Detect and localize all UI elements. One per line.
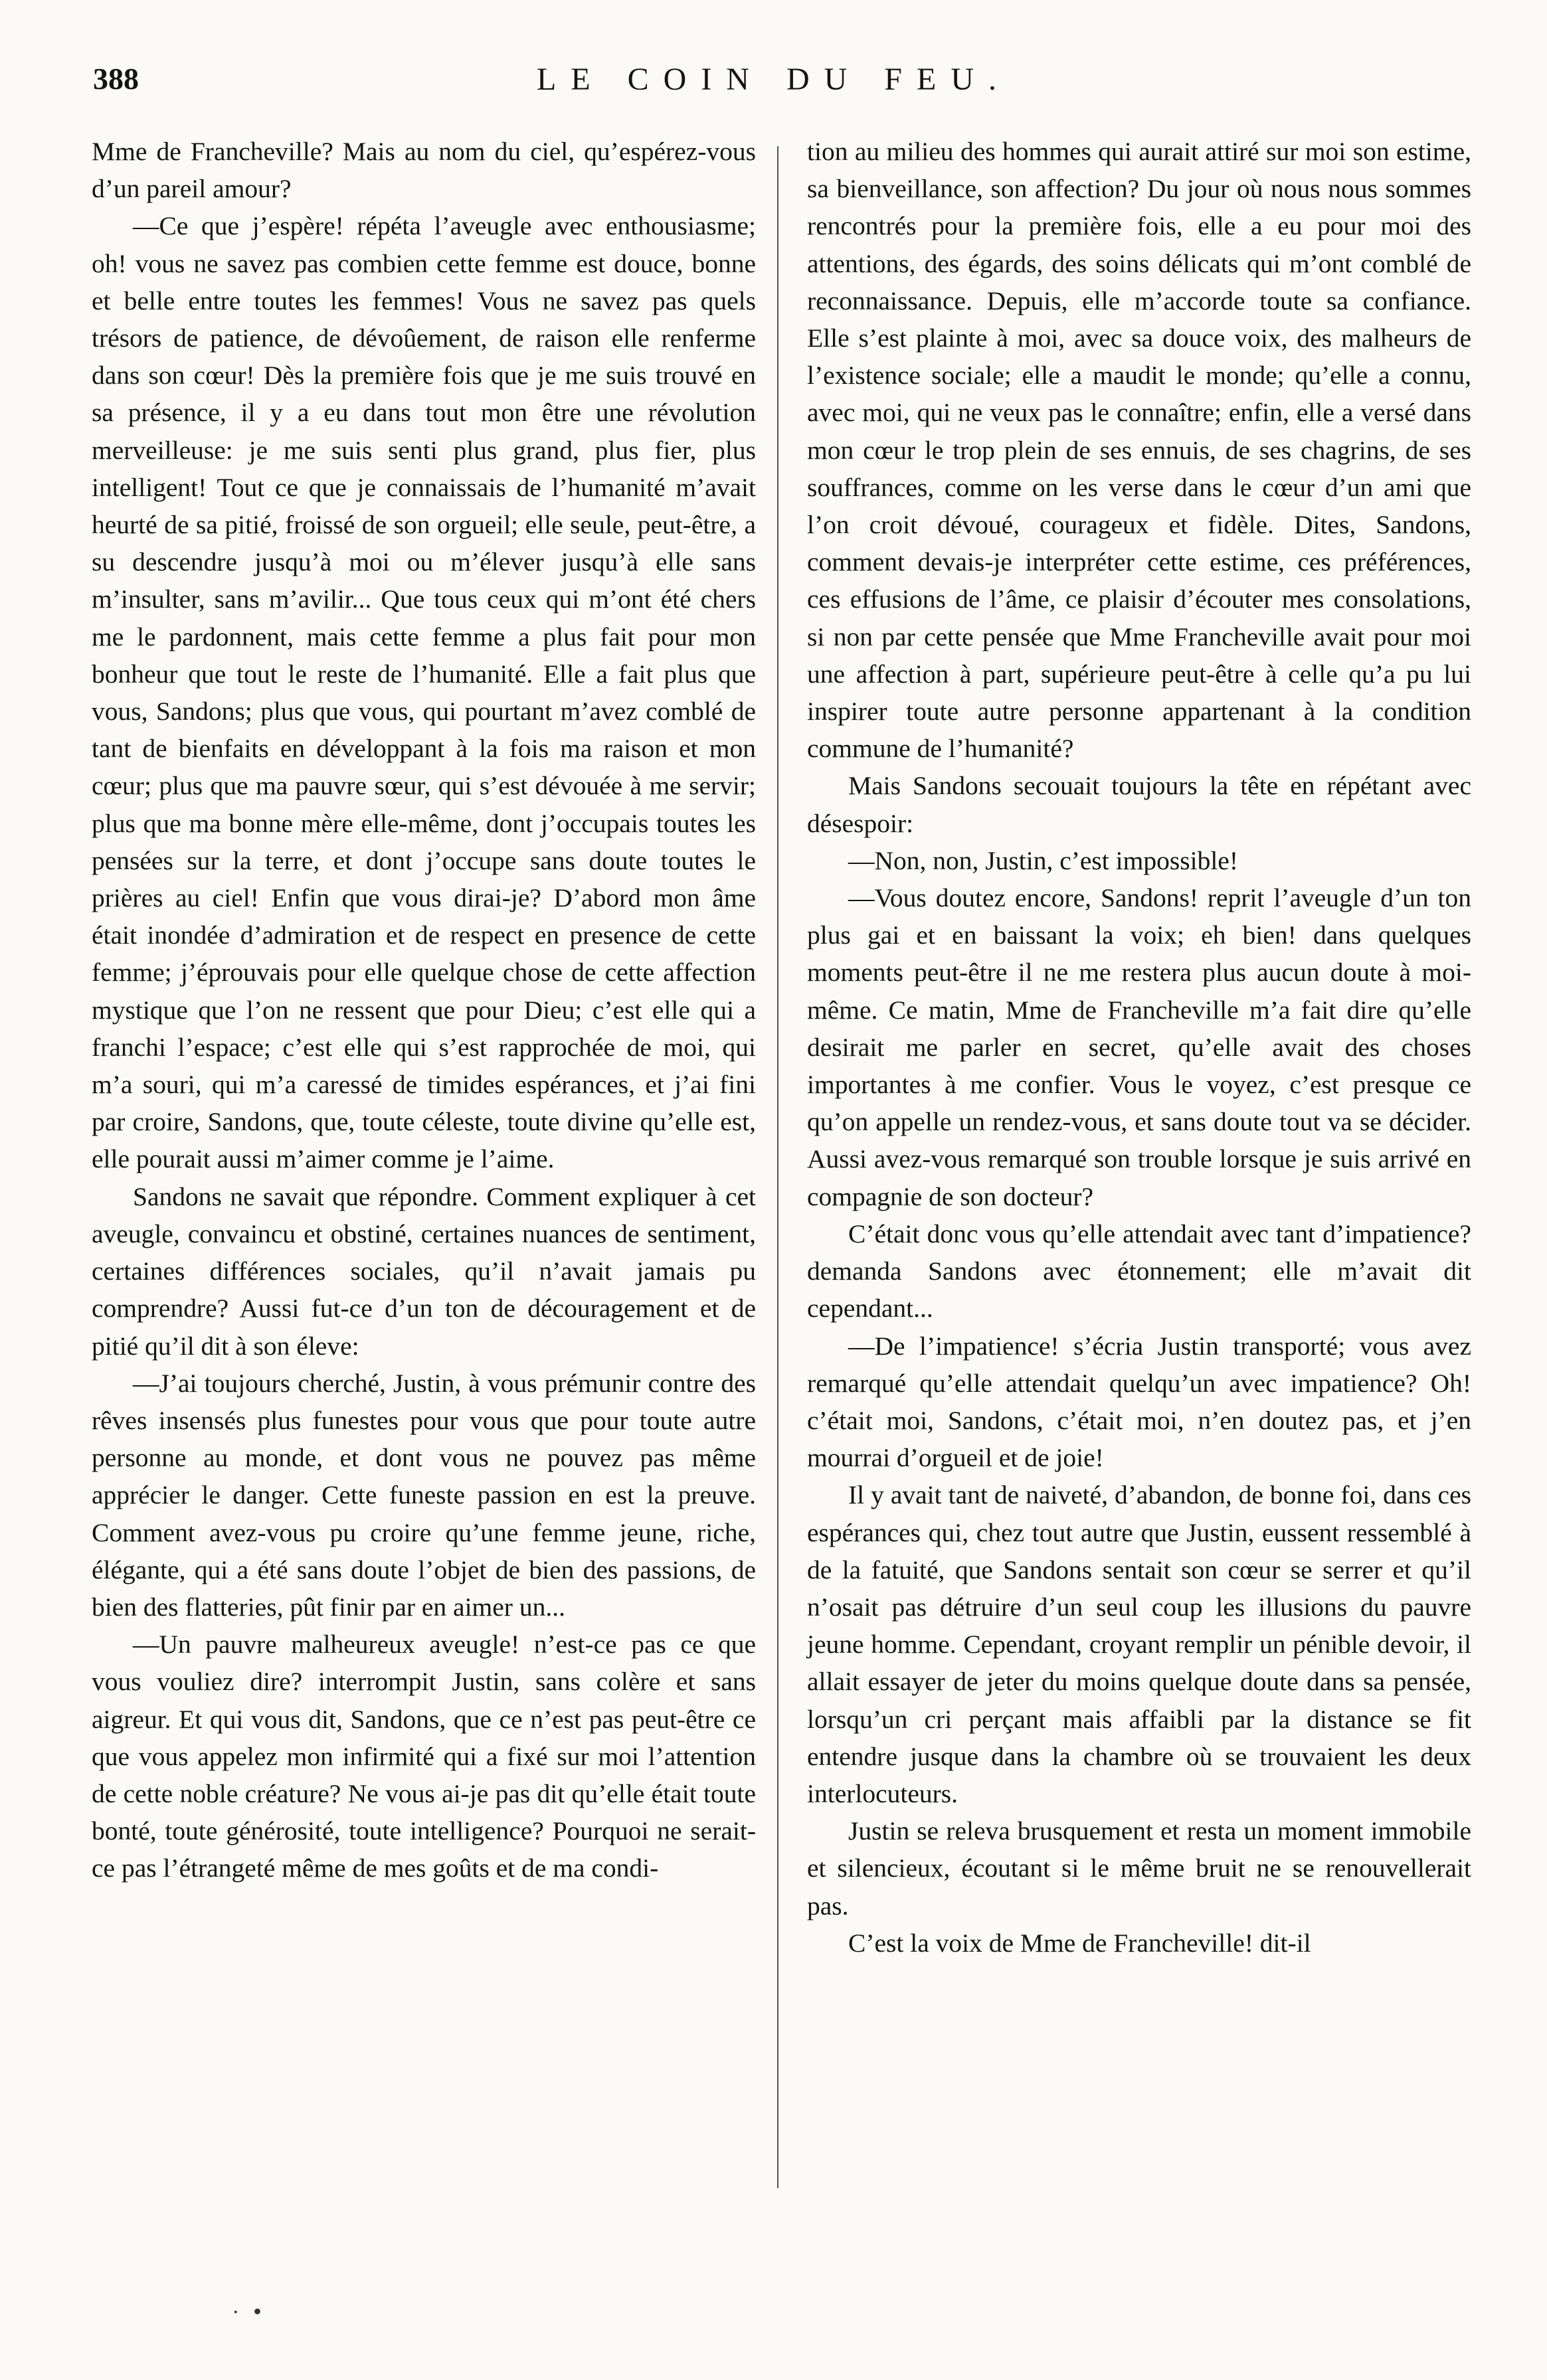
page-number: 388 [93, 62, 139, 96]
paragraph: —Un pauvre malheureux aveugle! n’est-ce pas ce que vous vouliez dire? interrompit Justin, sans colère et sans aigreur. Et qui vous dit, Sandons, que ce n’est pas peut-être ce que vous appelez mon infirmité qui a fixé sur moi l’attention de cette noble créature? Ne vous ai-je pas dit qu’elle était toute bonté, toute générosité, toute intelligence? Pourquoi ne serait-ce pas l’étrangeté même de mes goûts et de ma condi- [92, 1630, 756, 1883]
paragraph: —Ce que j’espère! répéta l’aveugle avec enthousiasme; oh! vous ne savez pas combien cette femme est douce, bonne et belle entre toutes les femmes! Vous ne savez pas quels trésors de patience, de dévoûement, de raison elle renferme dans son cœur! Dès la première fois que je me suis trouvé en sa présence, il y a eu dans tout mon être une révolution merveilleuse: je me suis senti plus grand, plus fier, plus intelligent! Tout ce que je connaissais de l’humanité m’avait heurté de sa pitié, froissé de son orgueil; elle seule, peut-être, a su descendre jusqu’à moi ou m’élever jusqu’à elle sans m’insulter, sans m’avilir... Que tous ceux qui m’ont été chers me le pardonnent, mais cette femme a plus fait pour mon bonheur que tout le reste de l’humanité. Elle a fait plus que vous, Sandons; plus que vous, qui pourtant m’avez comblé de tant de bienfaits en développant à la fois ma raison et mon cœur; plus que ma pauvre sœur, qui s’est dévouée à me servir; plus que ma bonne mère elle-même, dont j’occupais toutes les pensées sur la terre, et dont j’occupe sans doute toutes le prières au ciel! Enfin que vous dirai-je? D’abord mon âme était inondée d’admiration et de respect en presence de cette femme; j’éprouvais pour elle quelque chose de cette affection mystique que l’on ne ressent que pour Dieu; c’est elle qui a franchi l’espace; c’est elle qui s’est rapprochée de moi, qui m’a souri, qui m’a caressé de timides espérances, et j’ai fini par croire, Sandons, que, toute céleste, toute divine qu’elle est, elle pourait aussi m’aimer comme je l’aime. [92, 211, 756, 1174]
paragraph: Mme de Francheville? Mais au nom du ciel, qu’espérez-vous d’un pareil amour? [92, 137, 756, 204]
paragraph: C’était donc vous qu’elle attendait avec tant d’impatience? demanda Sandons avec étonnement; elle m’avait dit cependant... [807, 1219, 1471, 1323]
paragraph: —J’ai toujours cherché, Justin, à vous prémunir contre des rêves insensés plus funestes pour vous que pour toute autre personne au monde, et dont vous ne pouvez pas même apprécier le danger. Cette funeste passion en est la preuve. Comment avez-vous pu croire qu’une femme jeune, riche, élégante, qui a été sans doute l’objet de bien des passions, de bien des flatteries, pût finir par en aimer un... [92, 1368, 756, 1622]
paragraph: C’est la voix de Mme de Francheville! dit-il [848, 1928, 1311, 1958]
paragraph: Il y avait tant de naiveté, d’abandon, de bonne foi, dans ces espérances qui, chez tout autre que Justin, eussent ressemblé à de la fatuité, que Sandons sentait son cœur se serrer et qu’il n’osait pas détruire d’un seul coup les illusions du pauvre jeune homme. Cependant, croyant remplir un pénible devoir, il allait essayer de jeter du moins quelque doute dans sa pensée, lorsqu’un cri perçant mais affaibli par la distance se fit entendre jusque dans la chambre où se trouvaient les deux interlocuteurs. [807, 1480, 1471, 1808]
paragraph: Sandons ne savait que répondre. Comment expliquer à cet aveugle, convaincu et obstiné, certaines nuances de sentiment, certaines différences sociales, qu’il n’avait jamais pu comprendre? Aussi fut-ce d’un ton de découragement et de pitié qu’il dit à son éleve: [92, 1181, 756, 1361]
paragraph: tion au milieu des hommes qui aurait attiré sur moi son estime, sa bienveillance, son affection? Du jour où nous nous sommes rencontrés pour la première fois, elle a eu pour moi des attentions, des égards, des soins délicats qui m’ont comblé de reconnaissance. Depuis, elle m’accorde toute sa confiance. Elle s’est plainte à moi, avec sa douce voix, des malheurs de l’existence sociale; elle a maudit le monde; qu’elle a connu, avec moi, qui ne veux pas le connaître; enfin, elle a versé dans mon cœur le trop plein de ses ennuis, de ses chagrins, de ses souffrances, comme on les verse dans le cœur d’un ami que l’on croit dévoué, courageux et fidèle. Dites, Sandons, comment devais-je interpréter cette estime, ces préférences, ces effusions de l’âme, ce plaisir d’écouter mes consolations, si non par cette pensée que Mme Francheville avait pour moi une affection à part, supérieure peut-être à celle qu’a pu lui inspirer toute autre personne appartenant à la condition commune de l’humanité? [807, 137, 1471, 764]
text-column-left [92, 133, 756, 1887]
paragraph: Mais Sandons secouait toujours la tête en répétant avec désespoir: [807, 771, 1471, 838]
page-header [93, 61, 1455, 114]
paragraph: Justin se releva brusquement et resta un moment immobile et silencieux, écoutant si le même bruit ne se renouvellerait pas. [807, 1816, 1471, 1920]
print-specks: · • [232, 2301, 264, 2324]
paragraph: —Non, non, Justin, c’est impossible! [848, 845, 1238, 875]
column-divider [777, 146, 778, 2188]
running-title: LE COIN DU FEU. [537, 62, 1011, 97]
paragraph: —Vous doutez encore, Sandons! reprit l’aveugle d’un ton plus gai et en baissant la voix; eh bien! dans quelques moments peut-être il ne me restera plus aucun doute à moi-même. Ce matin, Mme de Francheville m’a fait dire qu’elle desirait me parler en secret, qu’elle avait des choses importantes à me confier. Vous le voyez, c’est presque ce qu’on appelle un rendez-vous, et sans doute tout va se décider. Aussi avez-vous remarqué son trouble lorsque je suis arrivé en compagnie de son docteur? [807, 883, 1471, 1211]
paragraph: —De l’impatience! s’écria Justin transporté; vous avez remarqué qu’elle attendait quelqu’un avec impatience? Oh! c’était moi, Sandons, c’était moi, n’en doutez pas, et j’en mourrai d’orgueil et de joie! [807, 1331, 1471, 1473]
text-column-right [807, 133, 1471, 1962]
